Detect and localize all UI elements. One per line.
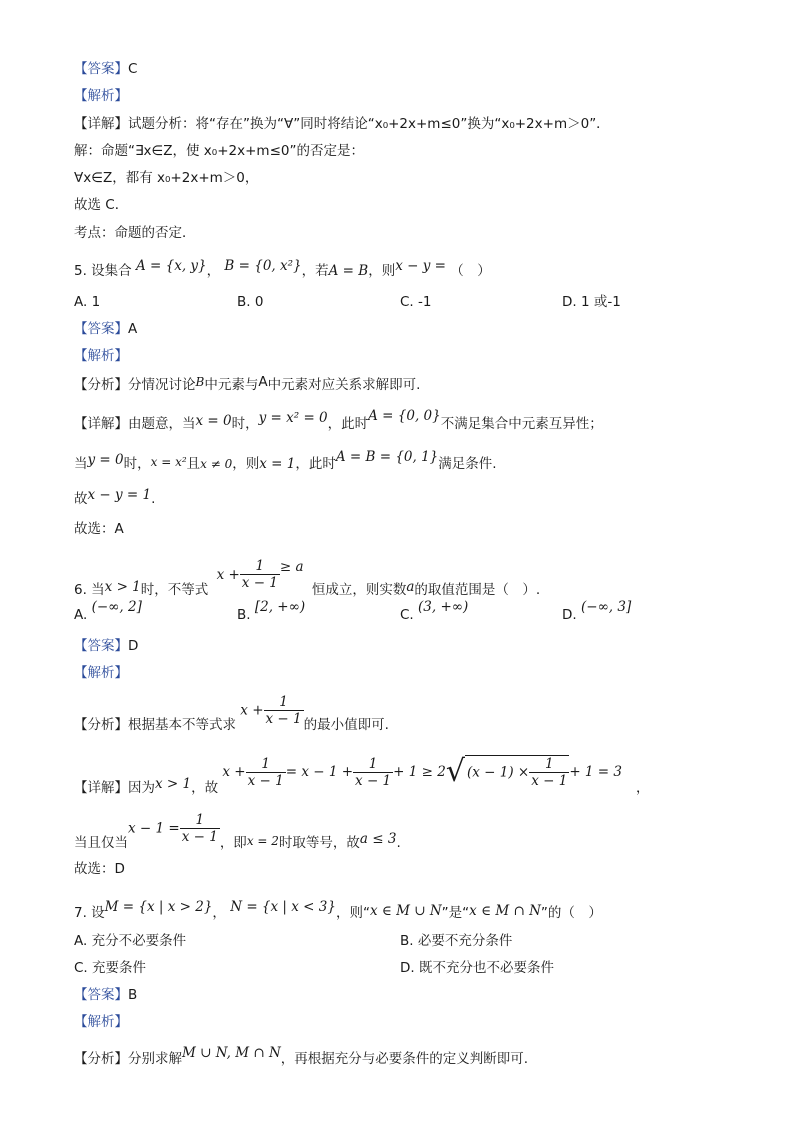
answer-line-q7: 【答案】B [74,987,138,1003]
fraction: $\frac{1}{x - 1}$ [241,558,278,591]
q7-option-c: C. 充要条件 [74,960,147,976]
q6-option-c: C. (3, +∞) [400,599,469,623]
set-a-expr: A = {x, y} [135,258,207,274]
answer-tag: 【答案】 [74,61,128,77]
answer-line-q4 [74,60,137,78]
question-7-stem: 7. 设M = {x | x > 2}， N = {x | x < 3}，则“x ∈ M ∪ N”是“x ∈ M ∩ N”的（ ） [74,899,602,921]
q7-option-a: A. 充分不必要条件 [74,933,187,949]
solution-line: 解：命题“∃x∈Z，使 x₀+2x+m≤0”的否定是： [74,143,364,159]
analysis-tag-q6: 【解析】 [74,665,128,681]
detail-line-q5-2: 当y = 0时，x = x²且x ≠ 0，则x = 1，此时A = B = {0, 1}满足条件. [74,449,497,472]
answer-line-q6: 【答案】D [74,638,139,654]
q6-option-b: B. [2, +∞) [237,599,306,623]
negation-line: ∀x∈Z，都有 x₀+2x+m＞0， [74,170,259,186]
q7-option-d: D. 既不充分也不必要条件 [400,960,554,976]
q6-option-a: A. (−∞, 2] [74,599,142,623]
fenxi-line-q6: 【分析】根据基本不等式求 x + $\frac{1}{x - 1}$ 的最小值即可. [74,694,389,733]
choice-line-q4: 故选 C． [74,197,129,213]
answer-value: D [128,638,139,654]
equality-line-q6: 当且仅当x − 1 = $\frac{1}{x - 1}$ ，即x = 2时取等号，故a ≤ 3. [74,812,401,851]
detail-text: 试题分析：将“存在”换为“∀”同时将结论“x₀+2x+m≤0”换为“x₀+2x+m＞0”． [128,116,610,132]
set-b-expr: B = {0, x²} [224,258,302,274]
q5-option-a: A. 1 [74,294,101,310]
answer-value: A [128,321,138,337]
detail-line-q5-1: 【详解】由题意，当x = 0时，y = x² = 0，此时A = {0, 0}不满足集合中元素互异性； [74,408,603,432]
detail-line-q6: 【详解】因为x > 1，故 x + $\frac{1}{x - 1}$ = x − 1 + $\frac{1}{x - 1}$ + 1 ≥ 2√ (x − 1) × $\frac{1}{x - 1}$ + 1 = 3， [74,754,650,796]
analysis-tag-q5: 【解析】 [74,348,128,364]
q5-option-d: D. 1 或-1 [562,294,621,310]
detail-line-q5-3: 故x − y = 1. [74,487,156,507]
sqrt-sign: √ [445,754,465,789]
detail-tag: 【详解】 [74,116,128,132]
condition-expr: A = B [328,263,369,279]
q6-option-d: D. (−∞, 3] [562,599,632,623]
topic-line: 考点：命题的否定． [74,225,196,241]
answer-line-q5: 【答案】A [74,321,138,337]
analysis-tag-q4: 【解析】 [74,88,128,104]
answer-value: C [128,61,138,77]
q5-option-c: C. -1 [400,294,432,310]
choice-line-q5: 故选：A [74,521,124,537]
choice-line-q6: 故选：D [74,861,125,877]
answer-value: B [128,987,138,1003]
fenxi-line-q7: 【分析】分别求解M ∪ N, M ∩ N，再根据充分与必要条件的定义判断即可. [74,1045,529,1067]
fenxi-line-q5: 【分析】分情况讨论B中元素与A中元素对应关系求解即可. [74,374,421,393]
q5-option-b: B. 0 [237,294,264,310]
question-5-stem: 5. 设集合 A = {x, y}， B = {0, x²}，若A = B，则x − y = （ ） [74,258,491,279]
analysis-tag-q7: 【解析】 [74,1014,128,1030]
ask-expr: x − y = [395,258,446,274]
q7-option-b: B. 必要不充分条件 [400,933,513,949]
sqrt-body: (x − 1) × $\frac{1}{x - 1}$ [466,756,568,789]
question-6-stem: 6. 当x > 1时，不等式 x + $\frac{1}{x - 1}$ ≥ a 恒成立，则实数a的取值范围是（ ）. [74,558,541,598]
detail-line-q4 [74,115,610,133]
